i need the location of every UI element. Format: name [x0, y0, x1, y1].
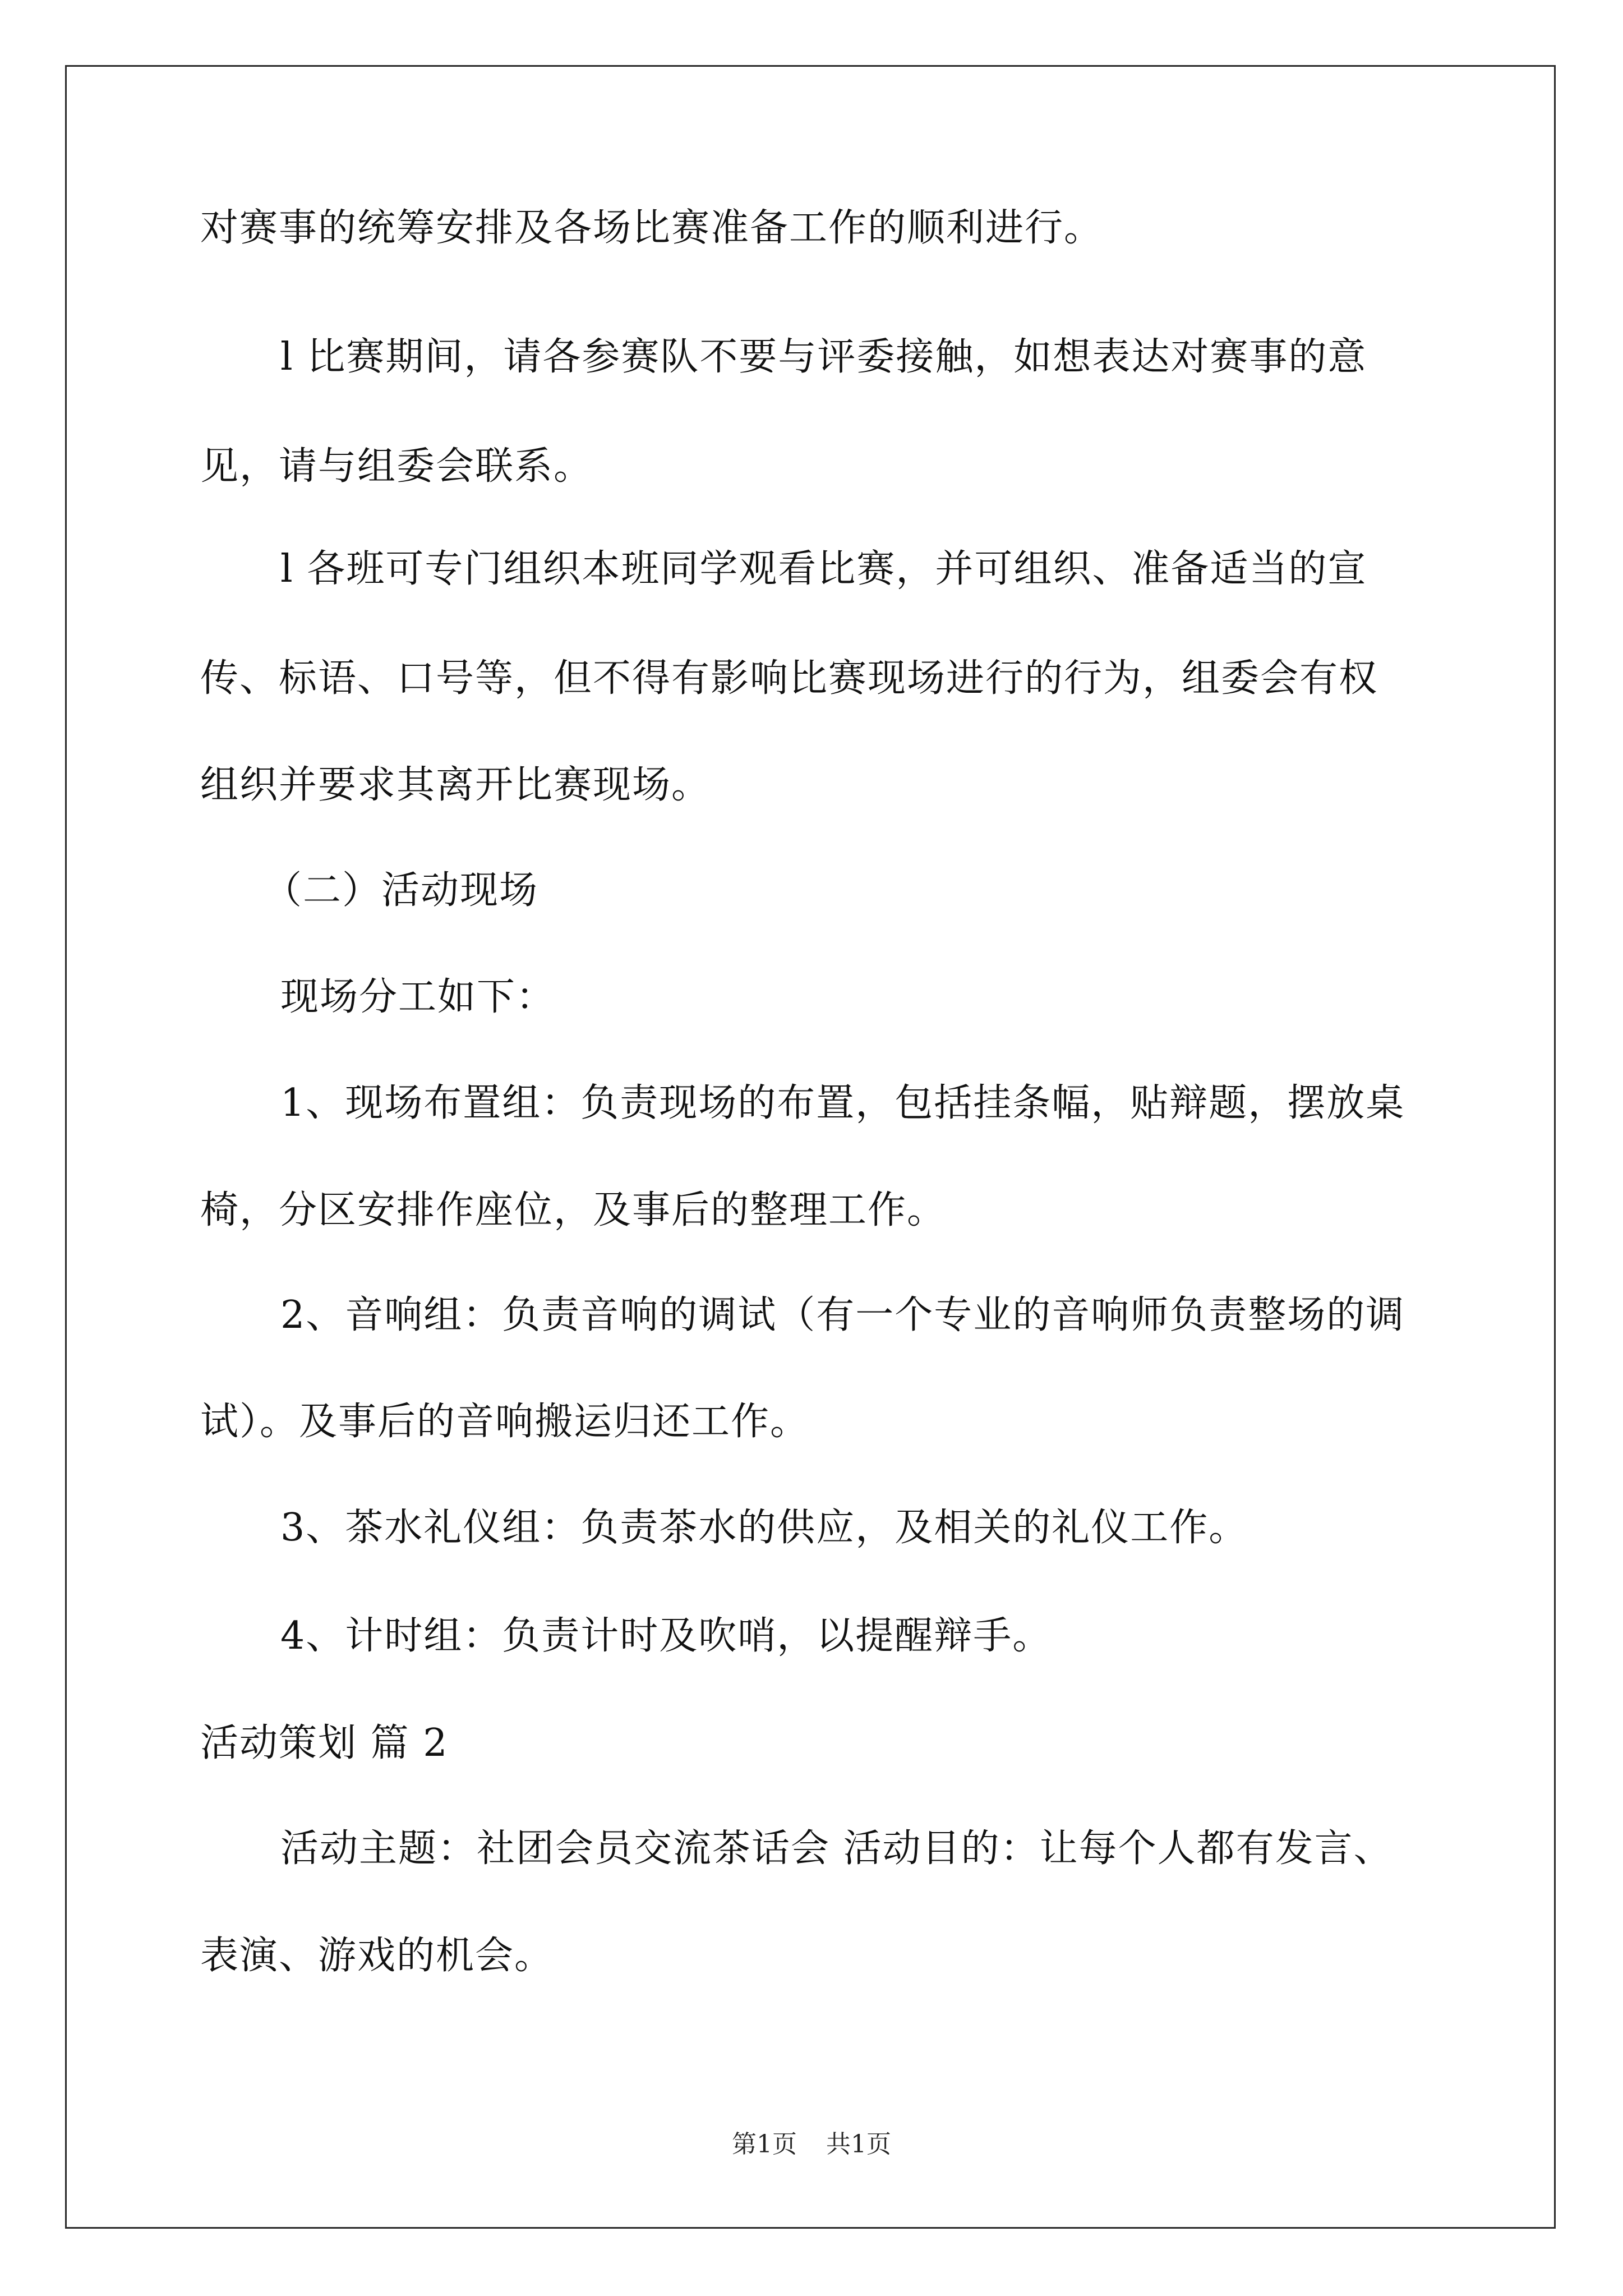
body-line: 3、茶水礼仪组：负责茶水的供应，及相关的礼仪工作。 — [280, 1506, 1248, 1550]
body-line: 传、标语、口号等，但不得有影响比赛现场进行的行为，组委会有权 — [200, 656, 1378, 701]
body-line: l 比赛期间，请各参赛队不要与评委接触，如想表达对赛事的意 — [280, 335, 1367, 379]
page-number: 第1页 — [732, 2130, 797, 2159]
body-line: 2、音响组：负责音响的调试（有一个专业的音响师负责整场的调 — [280, 1293, 1405, 1337]
body-line: 1、现场布置组：负责现场的布置，包括挂条幅，贴辩题，摆放桌 — [280, 1081, 1405, 1125]
section-heading: （二）活动现场 — [264, 868, 539, 913]
page-total: 共1页 — [826, 2130, 891, 2159]
page-footer — [0, 2129, 1623, 2160]
body-line: l 各班可专门组织本班同学观看比赛，并可组织、准备适当的宣 — [280, 547, 1367, 591]
body-line: 表演、游戏的机会。 — [200, 1934, 554, 1978]
body-line: 组织并要求其离开比赛现场。 — [200, 763, 711, 807]
body-line: 活动主题：社团会员交流茶话会 活动目的：让每个人都有发言、 — [280, 1826, 1393, 1871]
page-border — [65, 65, 1556, 2229]
section-title: 活动策划 篇 2 — [200, 1721, 449, 1765]
body-line: 对赛事的统筹安排及各场比赛准备工作的顺利进行。 — [200, 206, 1104, 250]
body-line: 4、计时组：负责计时及吹哨，以提醒辩手。 — [280, 1614, 1052, 1658]
body-line: 椅，分区安排作座位，及事后的整理工作。 — [200, 1188, 947, 1232]
body-line: 现场分工如下： — [280, 975, 556, 1019]
body-line: 试）。及事后的音响搬运归还工作。 — [200, 1400, 810, 1444]
body-line: 见，请与组委会联系。 — [200, 444, 593, 489]
